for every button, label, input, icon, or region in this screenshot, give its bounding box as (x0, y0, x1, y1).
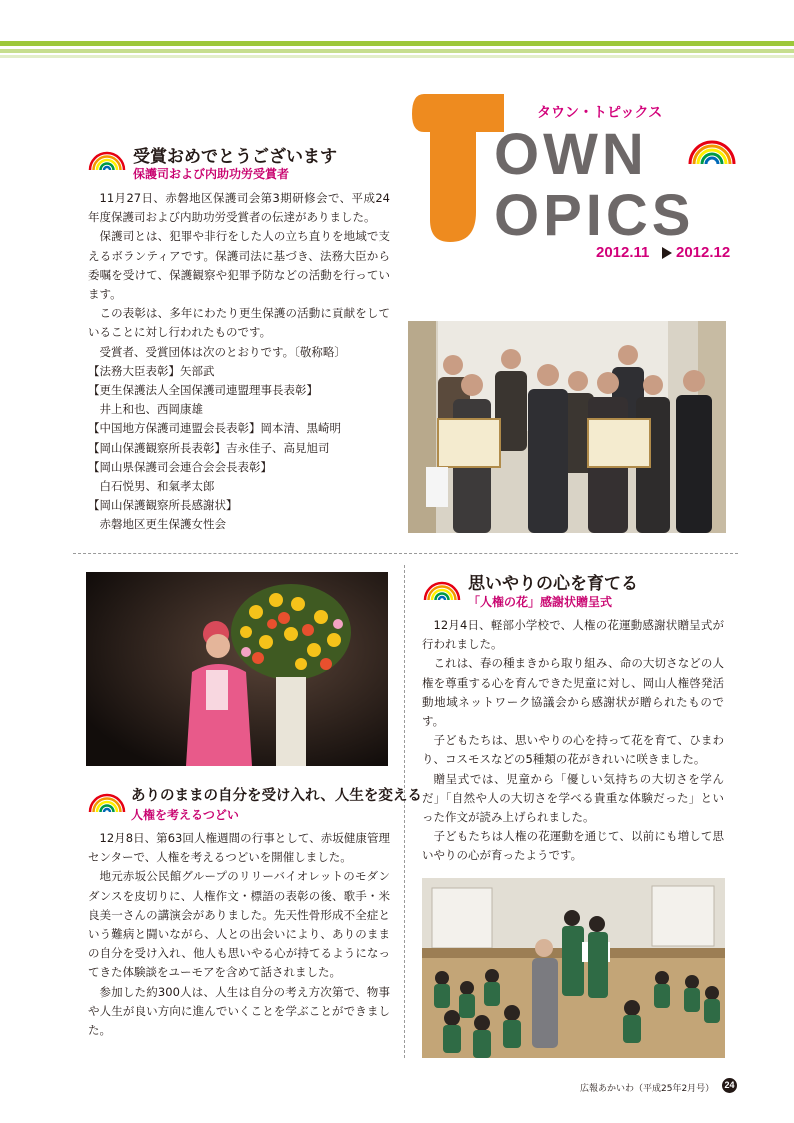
article3-paragraph: これは、春の種まきから取り組み、命の大切さなどの人権を尊重する心を育んできた児童に対し、岡山人権啓発活動地域ネットワーク協議会から感謝状が贈られたものです。 (422, 656, 724, 729)
arrow-right-icon (662, 247, 672, 259)
article3-body (422, 616, 724, 866)
article2-paragraph: 地元赤坂公民館グループのリリーバイオレットのモダンダンスを皮切りに、人権作文・標語の表彰の後、歌手・米良美一さんの講演会がありました。先天性骨形成不全症という難病と闘いながら、人との出会いにより、ありのままの自分を受け入れ、他人も思いやる心が持てるようになってきた体験談をユーモアを含めて話されました。 (88, 869, 390, 980)
article1-body (88, 189, 390, 535)
award-line: 【岡山保護観察所長感謝状】 (88, 498, 238, 513)
top-stripe-3 (0, 55, 794, 58)
article2-subtitle: 人権を考えるつどい (131, 808, 239, 822)
award-line: 【中国地方保護司連盟会長表彰】岡本清、黒崎明 (88, 421, 341, 436)
school-ceremony-photo (422, 878, 725, 1058)
lecture-stage-photo (86, 572, 388, 766)
award-line: 【岡山保護観察所長表彰】吉永佳子、高見旭司 (88, 440, 330, 455)
period-end: 2012.12 (676, 244, 731, 261)
logo-line-2: OPICS (494, 183, 695, 248)
article1-subtitle: 保護司および内助功労受賞者 (133, 167, 290, 181)
article2-body (88, 829, 390, 1040)
top-stripe-2 (0, 49, 794, 53)
rainbow-icon (422, 570, 462, 602)
article2-paragraph: 12月8日、第63回人権週間の行事として、赤坂健康管理センターで、人権を考えるつどいを開催しました。 (88, 831, 390, 865)
award-recipients-photo (408, 321, 726, 533)
article2-paragraph: 参加した約300人は、人生は自分の考え方次第で、物事や人生が良い方向に進んでいくことを学ぶことができました。 (88, 984, 390, 1038)
section-divider (73, 553, 738, 554)
award-line: 井上和也、西岡康雄 (99, 402, 203, 417)
article3-paragraph: 子どもたちは、思いやりの心を持って花を育て、ひまわり、コスモスなどの5種類の花がきれいに咲きました。 (422, 733, 724, 767)
rainbow-icon (87, 782, 127, 814)
logo-t-shape (410, 92, 506, 244)
article1-paragraph: この表彰は、多年にわたり更生保護の活動に貢献をしていることに対し行われたものです。 (88, 306, 390, 340)
rainbow-icon (87, 140, 127, 172)
article1-title: 受賞おめでとうございます (133, 147, 337, 167)
page-number-badge: 24 (722, 1078, 737, 1093)
award-line: 【更生保護法人全国保護司連盟理事長表彰】 (88, 383, 318, 398)
article3-paragraph: 贈呈式では、児童から「優しい気持ちの大切さを学んだ」「自然や人の大切さを学べる貴重な体験だった」といった作文が読み上げられました。 (422, 771, 724, 825)
footer-publication: 広報あかいわ（平成25年2月号） (580, 1084, 715, 1094)
article2-title: ありのままの自分を受け入れ、人生を変える (131, 788, 422, 804)
period-start: 2012.11 (596, 244, 650, 261)
logo-subtitle: タウン・トピックス (537, 105, 663, 121)
town-topics-logo (410, 92, 740, 262)
award-line: 【法務大臣表彰】矢部武 (88, 363, 215, 378)
article3-paragraph: 12月4日、軽部小学校で、人権の花運動感謝状贈呈式が行われました。 (422, 618, 724, 652)
article3-title: 思いやりの心を育てる (468, 574, 638, 594)
logo-line-1: OWN (494, 122, 648, 187)
article3-paragraph: 子どもたちは人権の花運動を通じて、以前にも増して思いやりの心が育ったようです。 (422, 829, 724, 863)
article1-paragraph: 受賞者、受賞団体は次のとおりです。〔敬称略〕 (99, 344, 346, 359)
article1-paragraph: 11月27日、赤磐地区保護司会第3期研修会で、平成24年度保護司および内助功労受賞者の伝達がありました。 (88, 191, 390, 225)
article1-paragraph: 保護司とは、犯罪や非行をした人の立ち直りを地域で支えるボランティアです。保護司法に基づき、法務大臣から委嘱を受けて、保護観察や犯罪予防などの活動を行っています。 (88, 229, 390, 302)
top-stripe-1 (0, 41, 794, 46)
award-line: 赤磐地区更生保護女性会 (99, 517, 226, 532)
award-line: 【岡山県保護司会連合会会長表彰】 (88, 459, 272, 474)
column-divider (404, 565, 405, 1058)
article3-subtitle: 「人権の花」感謝状贈呈式 (468, 595, 613, 609)
rainbow-icon (686, 130, 738, 166)
award-line: 白石悦男、和氣孝太郎 (99, 479, 215, 494)
